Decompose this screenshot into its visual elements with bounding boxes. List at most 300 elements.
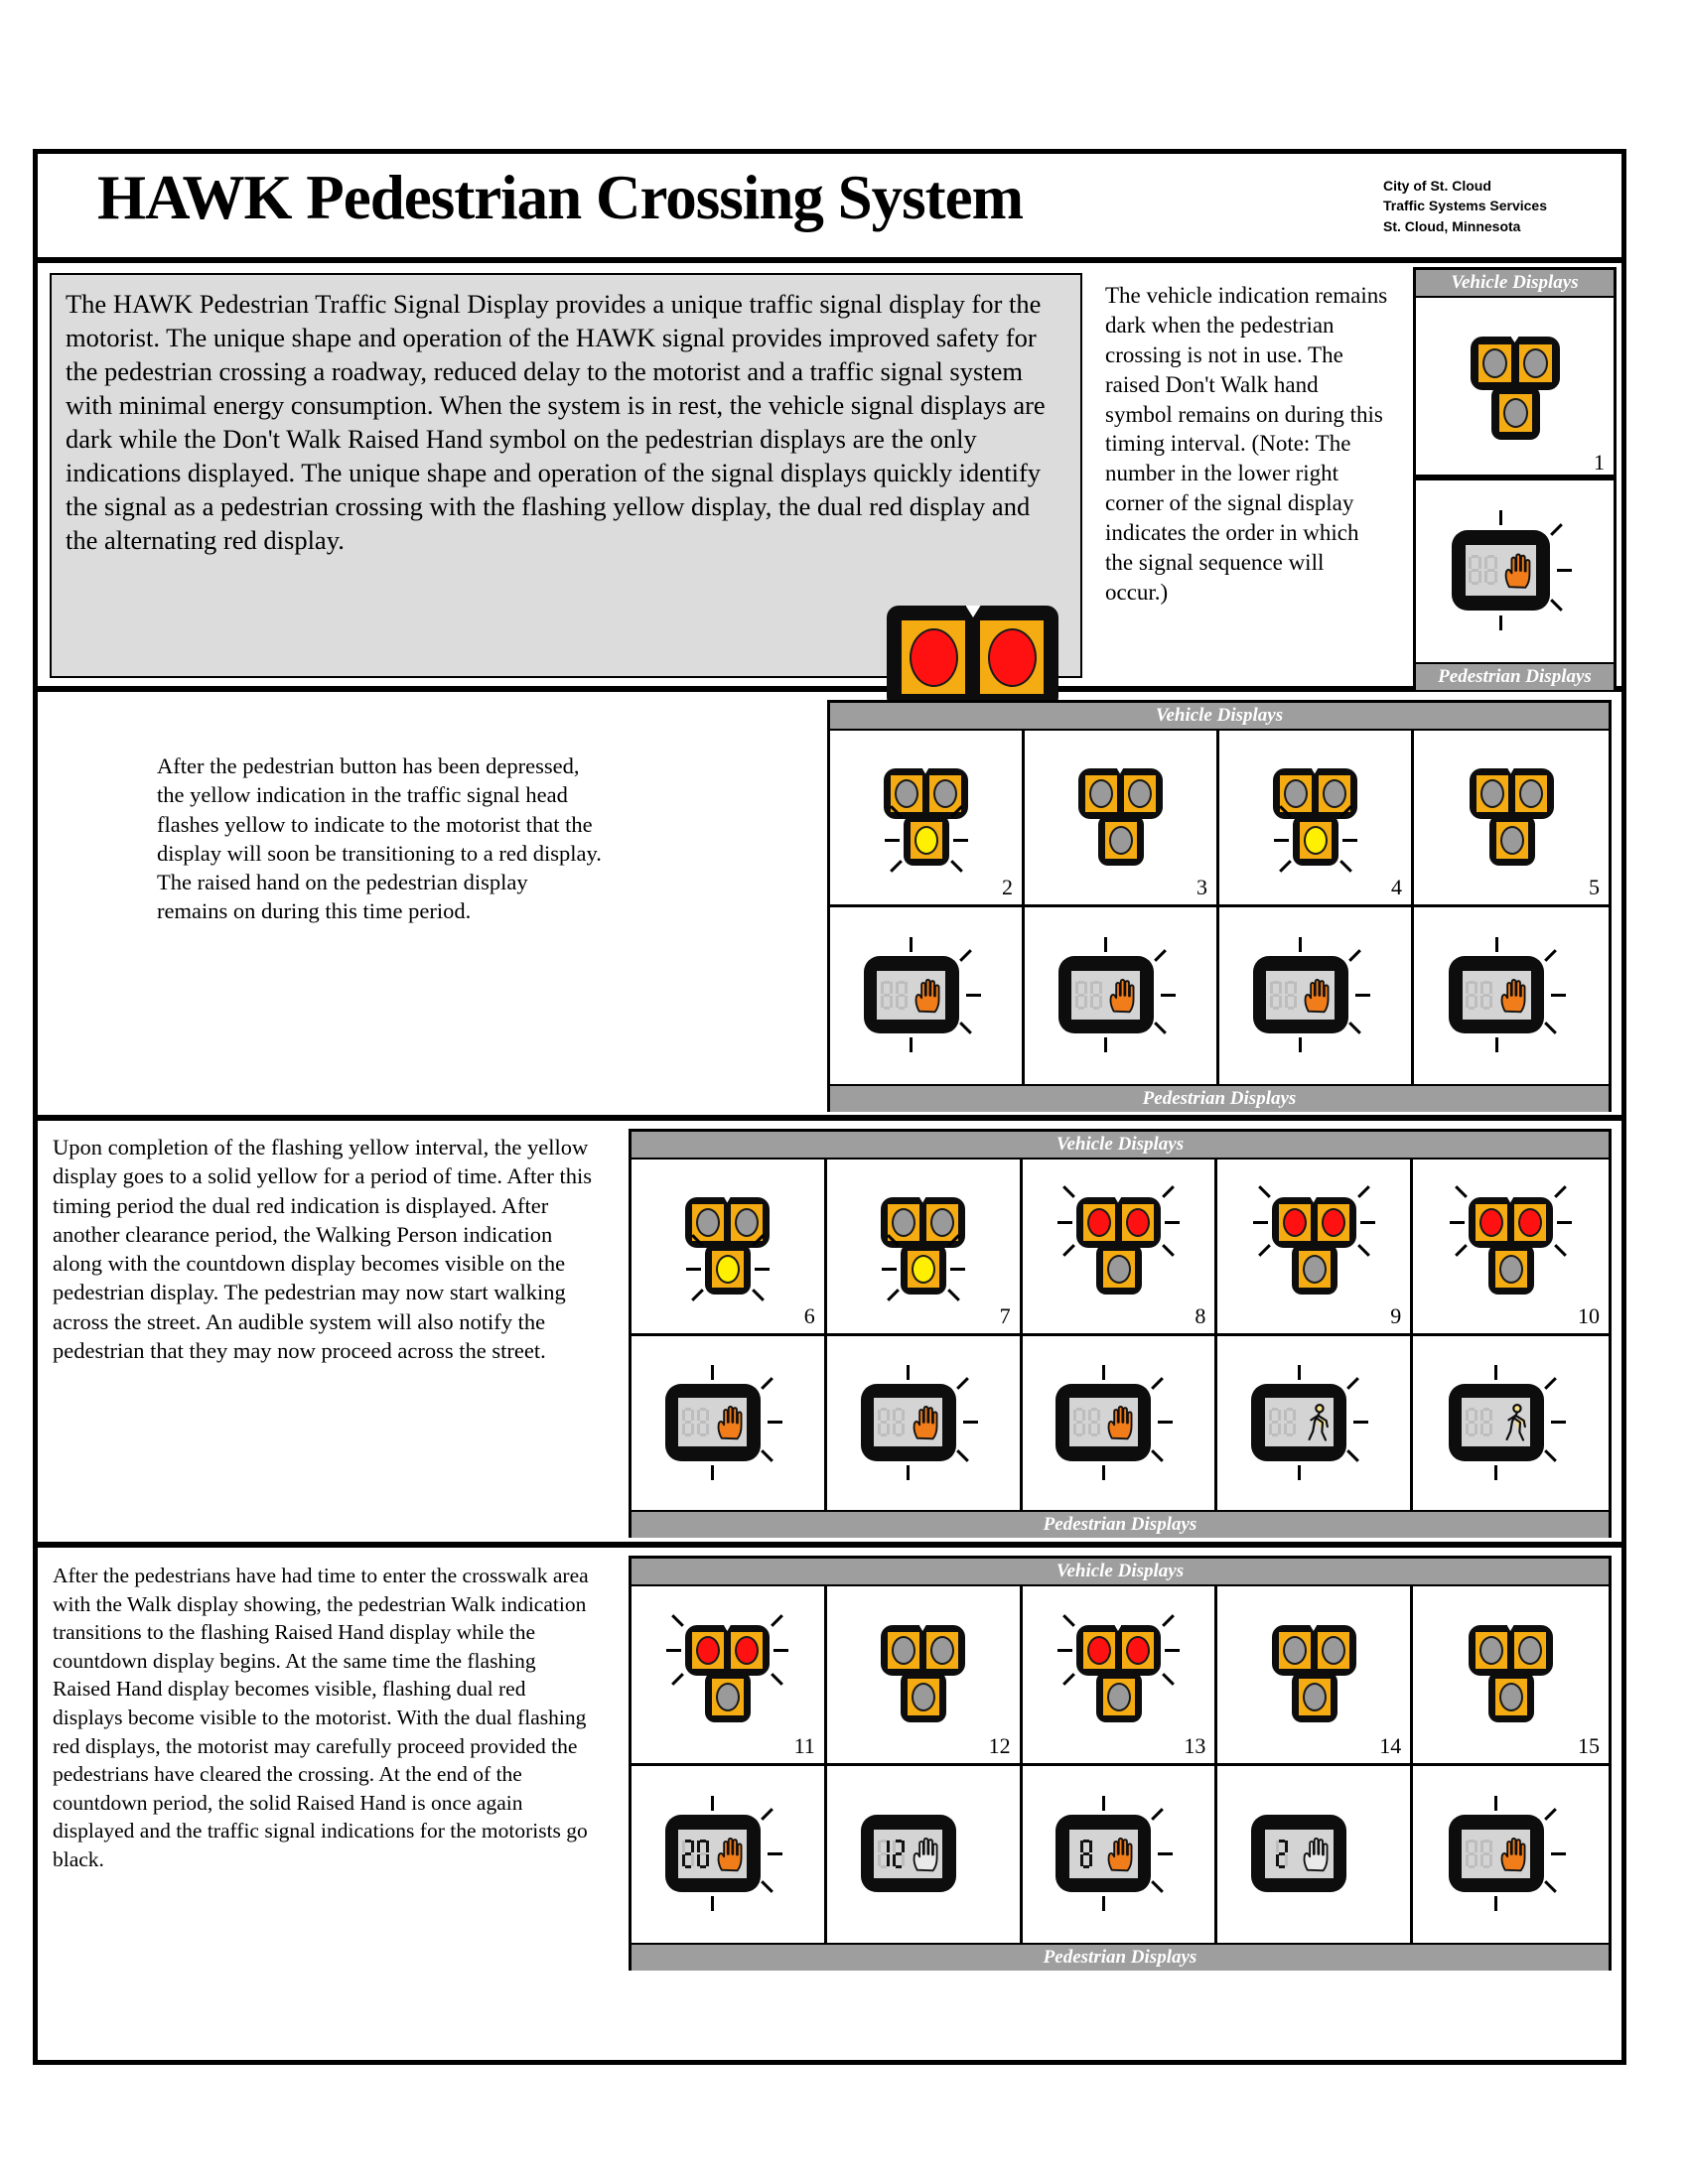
seven-segment-digit bbox=[896, 981, 908, 1010]
flash-mark bbox=[1165, 1221, 1180, 1224]
signal-lower-housing bbox=[1096, 1672, 1142, 1722]
countdown-panel bbox=[678, 1398, 712, 1446]
pedestrian-displays-label: Pedestrian Displays bbox=[830, 1084, 1609, 1112]
signal-backplate bbox=[1514, 1632, 1546, 1669]
vehicle-display-panel-1 bbox=[1413, 267, 1617, 478]
signal-lens-red bbox=[988, 628, 1037, 687]
signal-lens-red bbox=[1126, 1208, 1150, 1237]
signal-lens-dark bbox=[1107, 1255, 1131, 1284]
seven-segment-digit bbox=[1088, 1408, 1100, 1436]
seven-segment-digit bbox=[1073, 1408, 1085, 1436]
vehicle-display-cell bbox=[1219, 731, 1414, 904]
raised-hand-icon bbox=[1498, 1832, 1529, 1876]
flash-mark bbox=[953, 839, 968, 842]
signal-lens-dark bbox=[930, 1208, 954, 1237]
symbol-panel bbox=[1105, 971, 1140, 1020]
signal-lower-housing bbox=[1292, 1244, 1337, 1295]
countdown-panel bbox=[1265, 1398, 1299, 1446]
signal-upper-housing bbox=[881, 1625, 965, 1676]
vehicle-signal-head bbox=[1076, 1197, 1161, 1297]
pedestrian-display-cell bbox=[1023, 1336, 1218, 1510]
flash-mark bbox=[1554, 1185, 1567, 1198]
countdown-panel bbox=[678, 1830, 712, 1878]
flash-mark bbox=[1152, 1808, 1165, 1821]
vehicle-displays-label: Vehicle Displays bbox=[632, 1132, 1609, 1160]
signal-backplate bbox=[712, 1679, 744, 1715]
flash-mark bbox=[1158, 1852, 1173, 1855]
flash-mark bbox=[1062, 1614, 1075, 1627]
signal-backplate bbox=[692, 1204, 724, 1241]
seven-segment-digit bbox=[881, 981, 893, 1010]
flash-mark bbox=[1162, 1244, 1175, 1257]
section4-paragraph: After the pedestrians have had time to enter the crosswalk area with the Walk display showing, the pedestrian Walk indication transitions to the flashing Raised Hand display while the countdown display begins. At the same time the flashing Raised Hand display becomes visible, flashing dual red displays become visible to the motorist. With the dual flashing red displays, the motorist may carefully proceed provided the pedestrians have cleared the crossing. At the end of the countdown period, the solid Raised Hand is once again displayed and the traffic signal indications for the motorists go black. bbox=[53, 1564, 589, 1871]
countdown-panel bbox=[1462, 1830, 1495, 1878]
signal-lens-dark bbox=[1284, 779, 1308, 808]
symbol-panel bbox=[911, 971, 945, 1020]
flash-mark bbox=[1154, 949, 1167, 962]
seven-segment-digit bbox=[1284, 1408, 1296, 1436]
signal-backplate bbox=[1478, 344, 1511, 382]
flash-mark bbox=[1544, 949, 1557, 962]
signal-upper-housing bbox=[1272, 1625, 1356, 1676]
seven-segment-digit bbox=[893, 1840, 905, 1868]
flash-mark bbox=[947, 1289, 960, 1301]
vehicle-display-cell bbox=[1217, 1586, 1413, 1763]
seven-segment-digit bbox=[1270, 981, 1282, 1010]
countdown-panel bbox=[1069, 1830, 1103, 1878]
signal-lower-housing bbox=[1293, 815, 1338, 866]
vehicle-signal-head bbox=[1469, 1625, 1553, 1724]
flash-mark bbox=[1494, 1896, 1497, 1911]
pedestrian-signal-head bbox=[1249, 940, 1382, 1051]
poster-page bbox=[33, 149, 1626, 2065]
seven-segment-digit bbox=[1469, 555, 1481, 585]
signal-lens-dark bbox=[895, 779, 918, 808]
seven-segment-digit bbox=[682, 1840, 694, 1868]
flash-mark bbox=[1353, 1421, 1368, 1424]
flash-mark bbox=[1104, 937, 1107, 952]
sequence-number: 5 bbox=[1589, 875, 1600, 899]
org-line-location: St. Cloud, Minnesota bbox=[1383, 217, 1521, 234]
signal-backplate bbox=[888, 1632, 919, 1669]
pedestrian-housing bbox=[1251, 1815, 1346, 1892]
flash-mark bbox=[1162, 1185, 1175, 1198]
raised-hand-icon bbox=[1301, 1832, 1332, 1876]
walking-person-icon bbox=[1301, 1400, 1332, 1444]
vehicle-signal-head bbox=[1471, 337, 1560, 441]
flash-mark bbox=[772, 1614, 784, 1627]
sequence-number: 4 bbox=[1391, 875, 1402, 899]
vehicle-display-row bbox=[632, 1586, 1609, 1766]
flash-mark bbox=[711, 1796, 714, 1811]
flash-mark bbox=[1258, 1244, 1271, 1257]
signal-lens-dark bbox=[892, 1208, 915, 1237]
pedestrian-housing bbox=[1449, 956, 1544, 1033]
vehicle-display-row bbox=[632, 1160, 1609, 1336]
flash-mark bbox=[1102, 1896, 1105, 1911]
signal-lens-yellow bbox=[912, 1255, 935, 1284]
signal-backplate bbox=[1476, 1204, 1507, 1241]
seven-segment-digit bbox=[1466, 981, 1477, 1010]
signal-lens-red bbox=[910, 628, 958, 687]
flash-mark bbox=[774, 1649, 788, 1652]
pedestrian-display-cell bbox=[1025, 907, 1219, 1084]
org-line-department: Traffic Systems Services bbox=[1383, 198, 1547, 214]
seven-segment-digit bbox=[893, 1408, 905, 1436]
vehicle-display-cell bbox=[632, 1586, 827, 1763]
pedestrian-housing bbox=[1452, 530, 1550, 611]
pedestrian-face bbox=[1071, 971, 1140, 1020]
pedestrian-display-cell bbox=[1219, 907, 1414, 1084]
pedestrian-display-row bbox=[1416, 480, 1614, 662]
flash-mark bbox=[1152, 1449, 1165, 1462]
signal-backplate bbox=[1519, 344, 1552, 382]
flash-mark bbox=[1551, 994, 1566, 997]
raised-hand-icon bbox=[1302, 973, 1333, 1018]
flash-mark bbox=[907, 1465, 910, 1480]
signal-backplate bbox=[902, 620, 965, 694]
flash-mark bbox=[768, 1421, 782, 1424]
flash-mark bbox=[882, 1268, 897, 1271]
section1-side-paragraph: The vehicle indication remains dark when the pedestrian crossing is not in use. The raised Don't Walk hand symbol remains on during this timing interval. (Note: The number in the lower right corner of the signal display indicates the order in which the signal sequence will occur.) bbox=[1105, 283, 1388, 605]
signal-lens-dark bbox=[912, 1683, 935, 1711]
signal-lower-housing bbox=[901, 1244, 946, 1295]
section-flashing-yellow bbox=[38, 692, 1621, 1121]
vehicle-signal-head bbox=[1076, 1625, 1161, 1724]
pedestrian-display-panel-1 bbox=[1413, 478, 1617, 688]
flash-mark bbox=[1544, 1880, 1557, 1893]
sequence-number: 6 bbox=[803, 1303, 815, 1328]
signal-lens-dark bbox=[1482, 348, 1507, 378]
flash-mark bbox=[907, 1365, 910, 1380]
raised-hand-icon bbox=[1105, 1400, 1136, 1444]
flash-mark bbox=[1455, 1185, 1468, 1198]
vehicle-display-cell bbox=[1414, 731, 1609, 904]
pedestrian-face bbox=[1266, 971, 1335, 1020]
pedestrian-signal-head bbox=[857, 1799, 990, 1910]
pedestrian-display-row bbox=[632, 1766, 1609, 1943]
signal-backplate bbox=[929, 775, 961, 812]
raised-hand-icon bbox=[1502, 547, 1534, 594]
signal-lower-housing bbox=[705, 1244, 751, 1295]
seven-segment-digit bbox=[878, 1408, 890, 1436]
signal-lens-dark bbox=[930, 1636, 954, 1665]
flash-mark bbox=[1455, 1244, 1468, 1257]
display-panel-3 bbox=[629, 1129, 1612, 1538]
signal-backplate bbox=[1124, 775, 1156, 812]
flash-mark bbox=[772, 1673, 784, 1686]
vehicle-display-row bbox=[1416, 298, 1614, 479]
flash-mark bbox=[1279, 860, 1292, 873]
raised-hand-icon bbox=[1105, 1832, 1136, 1876]
pedestrian-housing bbox=[1055, 1384, 1151, 1461]
signal-lens-red bbox=[1322, 1208, 1345, 1237]
signal-backplate bbox=[731, 1204, 763, 1241]
pedestrian-housing bbox=[1055, 1815, 1151, 1892]
pedestrian-face bbox=[1466, 545, 1536, 596]
signal-upper-housing bbox=[1469, 1625, 1553, 1676]
flash-mark bbox=[1339, 860, 1352, 873]
flash-mark bbox=[1165, 1649, 1180, 1652]
pedestrian-housing bbox=[665, 1815, 761, 1892]
pedestrian-signal-head bbox=[1247, 1368, 1380, 1479]
flash-mark bbox=[1253, 1221, 1268, 1224]
signal-backplate bbox=[1279, 1632, 1311, 1669]
flash-mark bbox=[1357, 1185, 1370, 1198]
flash-mark bbox=[1342, 839, 1357, 842]
flash-mark bbox=[1057, 1221, 1072, 1224]
symbol-panel bbox=[1496, 1830, 1531, 1878]
pedestrian-display-cell bbox=[830, 907, 1025, 1084]
symbol-panel bbox=[1299, 1398, 1334, 1446]
sequence-number: 11 bbox=[793, 1733, 815, 1758]
page-title: HAWK Pedestrian Crossing System bbox=[97, 163, 1024, 232]
countdown-digits bbox=[878, 1408, 905, 1436]
signal-lens-red bbox=[1087, 1208, 1111, 1237]
signal-lens-dark bbox=[1303, 1255, 1327, 1284]
signal-lower-housing bbox=[1488, 1244, 1534, 1295]
pedestrian-display-cell bbox=[827, 1336, 1023, 1510]
flash-mark bbox=[1355, 994, 1370, 997]
flash-mark bbox=[956, 1449, 969, 1462]
signal-lower-housing bbox=[1488, 1672, 1534, 1722]
sequence-number: 2 bbox=[1002, 875, 1013, 899]
display-panel-2 bbox=[827, 700, 1612, 1112]
flash-mark bbox=[1348, 949, 1361, 962]
signal-backplate bbox=[926, 1632, 958, 1669]
sequence-number: 9 bbox=[1390, 1303, 1402, 1328]
countdown-digits bbox=[1270, 981, 1297, 1010]
signal-upper-housing bbox=[1078, 768, 1163, 819]
vehicle-display-cell bbox=[827, 1586, 1023, 1763]
signal-lens-dark bbox=[1303, 1683, 1327, 1711]
countdown-panel bbox=[1462, 1398, 1495, 1446]
pedestrian-face bbox=[874, 1830, 942, 1878]
flash-mark bbox=[1102, 1465, 1105, 1480]
pedestrian-displays-label: Pedestrian Displays bbox=[1416, 662, 1614, 690]
section2-paragraph: After the pedestrian button has been depressed, the yellow indication in the traffic signal head flashes yellow to indicate to the motorist that the display will soon be transitioning to a red display. The raised hand on the pedestrian display remains on during this time period. bbox=[157, 753, 602, 924]
symbol-panel bbox=[713, 1398, 748, 1446]
signal-lower-housing bbox=[1489, 815, 1535, 866]
signal-backplate bbox=[911, 822, 942, 859]
signal-backplate bbox=[1122, 1632, 1154, 1669]
pedestrian-face bbox=[678, 1830, 747, 1878]
signal-backplate bbox=[712, 1251, 744, 1288]
pedestrian-signal-head bbox=[1445, 1368, 1578, 1479]
pedestrian-signal-head bbox=[1447, 514, 1584, 629]
flash-mark bbox=[1557, 1221, 1572, 1224]
pedestrian-face bbox=[1069, 1398, 1138, 1446]
flash-mark bbox=[761, 1808, 774, 1821]
signal-backplate bbox=[1122, 1204, 1154, 1241]
flash-mark bbox=[963, 1421, 978, 1424]
flash-mark bbox=[1499, 510, 1502, 525]
flash-mark bbox=[1494, 1796, 1497, 1811]
signal-backplate bbox=[1495, 1251, 1527, 1288]
seven-segment-digit bbox=[1285, 981, 1297, 1010]
raised-hand-icon bbox=[1498, 973, 1529, 1018]
signal-backplate bbox=[1083, 1632, 1115, 1669]
seven-segment-digit bbox=[1276, 1840, 1288, 1868]
signal-backplate bbox=[1083, 1204, 1115, 1241]
flash-mark bbox=[1346, 1377, 1359, 1390]
countdown-panel bbox=[877, 971, 911, 1020]
signal-lens-dark bbox=[1480, 779, 1504, 808]
vehicle-display-cell bbox=[827, 1160, 1023, 1333]
signal-lens-dark bbox=[735, 1208, 759, 1237]
flash-mark bbox=[1551, 1852, 1566, 1855]
pedestrian-display-cell bbox=[827, 1766, 1023, 1943]
vehicle-signal-head bbox=[1273, 768, 1357, 868]
pedestrian-display-cell bbox=[1416, 480, 1614, 662]
seven-segment-digit bbox=[1466, 1408, 1477, 1436]
vehicle-display-row bbox=[830, 731, 1609, 907]
sequence-number: 12 bbox=[988, 1733, 1011, 1758]
raised-hand-icon bbox=[715, 1832, 746, 1876]
flash-mark bbox=[956, 1377, 969, 1390]
symbol-panel bbox=[1500, 545, 1536, 596]
flash-mark bbox=[1550, 599, 1563, 612]
flash-mark bbox=[885, 839, 900, 842]
signal-lens-yellow bbox=[914, 826, 938, 855]
signal-backplate bbox=[908, 1679, 939, 1715]
symbol-panel bbox=[1299, 1830, 1334, 1878]
flash-mark bbox=[752, 1289, 765, 1301]
signal-lens-dark bbox=[1499, 1683, 1523, 1711]
signal-lens-dark bbox=[696, 1208, 720, 1237]
vehicle-signal-head bbox=[1272, 1625, 1356, 1724]
signal-backplate bbox=[1499, 394, 1532, 432]
countdown-digits bbox=[1080, 1840, 1092, 1868]
seven-segment-digit bbox=[697, 1840, 709, 1868]
vehicle-signal-head bbox=[881, 1197, 965, 1297]
flash-mark bbox=[1348, 1022, 1361, 1034]
countdown-panel bbox=[1463, 971, 1496, 1020]
flash-mark bbox=[1544, 1449, 1557, 1462]
signal-backplate bbox=[692, 1632, 724, 1669]
symbol-panel bbox=[713, 1830, 748, 1878]
signal-lens-red bbox=[1087, 1636, 1111, 1665]
countdown-digits bbox=[682, 1840, 709, 1868]
pedestrian-display-cell bbox=[1413, 1336, 1609, 1510]
signal-backplate bbox=[731, 1632, 763, 1669]
countdown-digits bbox=[1466, 1840, 1492, 1868]
signal-upper-housing bbox=[1076, 1625, 1161, 1676]
flash-mark bbox=[1544, 1022, 1557, 1034]
flash-mark bbox=[761, 1377, 774, 1390]
signal-backplate bbox=[1105, 822, 1137, 859]
pedestrian-face bbox=[1265, 1830, 1334, 1878]
flash-mark bbox=[1495, 1037, 1498, 1052]
section-rest-state bbox=[38, 263, 1621, 692]
pedestrian-display-row bbox=[830, 907, 1609, 1084]
flash-mark bbox=[1494, 1465, 1497, 1480]
signal-upper-housing bbox=[1469, 1197, 1553, 1248]
flash-mark bbox=[1298, 1365, 1301, 1380]
pedestrian-face bbox=[877, 971, 945, 1020]
seven-segment-digit bbox=[1480, 981, 1492, 1010]
pedestrian-housing bbox=[665, 1384, 761, 1461]
pedestrian-housing bbox=[1251, 1384, 1346, 1461]
seven-segment-digit bbox=[1466, 1840, 1477, 1868]
vehicle-signal-head bbox=[1272, 1197, 1356, 1297]
title-bar bbox=[38, 154, 1621, 263]
flash-mark bbox=[768, 1852, 782, 1855]
signal-backplate bbox=[1495, 1679, 1527, 1715]
signal-lens-yellow bbox=[716, 1255, 740, 1284]
pedestrian-housing bbox=[1253, 956, 1348, 1033]
display-panel-4 bbox=[629, 1556, 1612, 1971]
signal-backplate bbox=[1300, 822, 1332, 859]
pedestrian-signal-head bbox=[1445, 940, 1578, 1051]
countdown-panel bbox=[1069, 1398, 1103, 1446]
pedestrian-signal-head bbox=[857, 1368, 990, 1479]
flash-mark bbox=[1062, 1673, 1075, 1686]
signal-lower-housing bbox=[705, 1672, 751, 1722]
signal-lens-red bbox=[735, 1636, 759, 1665]
signal-lens-dark bbox=[1503, 398, 1528, 428]
pedestrian-signal-head bbox=[661, 1368, 794, 1479]
signal-lens-dark bbox=[1323, 779, 1346, 808]
vehicle-signal-head bbox=[685, 1197, 770, 1297]
pedestrian-signal-head bbox=[860, 940, 993, 1051]
signal-backplate bbox=[1319, 775, 1350, 812]
signal-lens-yellow bbox=[1304, 826, 1328, 855]
flash-mark bbox=[910, 1037, 913, 1052]
vehicle-display-cell bbox=[1023, 1160, 1218, 1333]
flash-mark bbox=[691, 1289, 704, 1301]
countdown-panel bbox=[1265, 1830, 1299, 1878]
pedestrian-signal-head bbox=[1445, 1799, 1578, 1910]
raised-hand-icon bbox=[911, 1400, 941, 1444]
countdown-digits bbox=[1269, 1408, 1296, 1436]
vehicle-signal-head bbox=[1469, 1197, 1553, 1297]
flash-mark bbox=[1162, 1614, 1175, 1627]
symbol-panel bbox=[1300, 971, 1335, 1020]
flash-mark bbox=[966, 994, 981, 997]
signal-backplate bbox=[1318, 1632, 1349, 1669]
signal-lens-red bbox=[1126, 1636, 1150, 1665]
signal-backplate bbox=[1103, 1251, 1135, 1288]
sequence-number: 14 bbox=[1379, 1733, 1402, 1758]
signal-lens-red bbox=[1518, 1208, 1542, 1237]
flash-mark bbox=[761, 1880, 774, 1893]
pedestrian-housing bbox=[1449, 1384, 1544, 1461]
flash-mark bbox=[1162, 1673, 1175, 1686]
signal-upper-housing bbox=[1470, 768, 1554, 819]
countdown-panel bbox=[874, 1830, 908, 1878]
vehicle-signal-head bbox=[1470, 768, 1554, 868]
signal-lens-dark bbox=[1519, 779, 1543, 808]
flash-mark bbox=[686, 1268, 701, 1271]
vehicle-display-cell bbox=[1413, 1586, 1609, 1763]
flash-mark bbox=[761, 1449, 774, 1462]
pedestrian-signal-head bbox=[1052, 1799, 1185, 1910]
signal-backplate bbox=[1299, 1251, 1331, 1288]
vehicle-display-cell bbox=[632, 1160, 827, 1333]
pedestrian-housing bbox=[1058, 956, 1154, 1033]
vehicle-display-cell bbox=[1217, 1160, 1413, 1333]
flash-mark bbox=[1494, 1365, 1497, 1380]
signal-lens-red bbox=[1479, 1208, 1503, 1237]
sequence-number: 8 bbox=[1195, 1303, 1206, 1328]
symbol-panel bbox=[1496, 1398, 1531, 1446]
pedestrian-face bbox=[874, 1398, 942, 1446]
flash-mark bbox=[1495, 937, 1498, 952]
pedestrian-display-cell bbox=[1023, 1766, 1218, 1943]
flash-mark bbox=[1499, 615, 1502, 630]
signal-backplate bbox=[1514, 1204, 1546, 1241]
